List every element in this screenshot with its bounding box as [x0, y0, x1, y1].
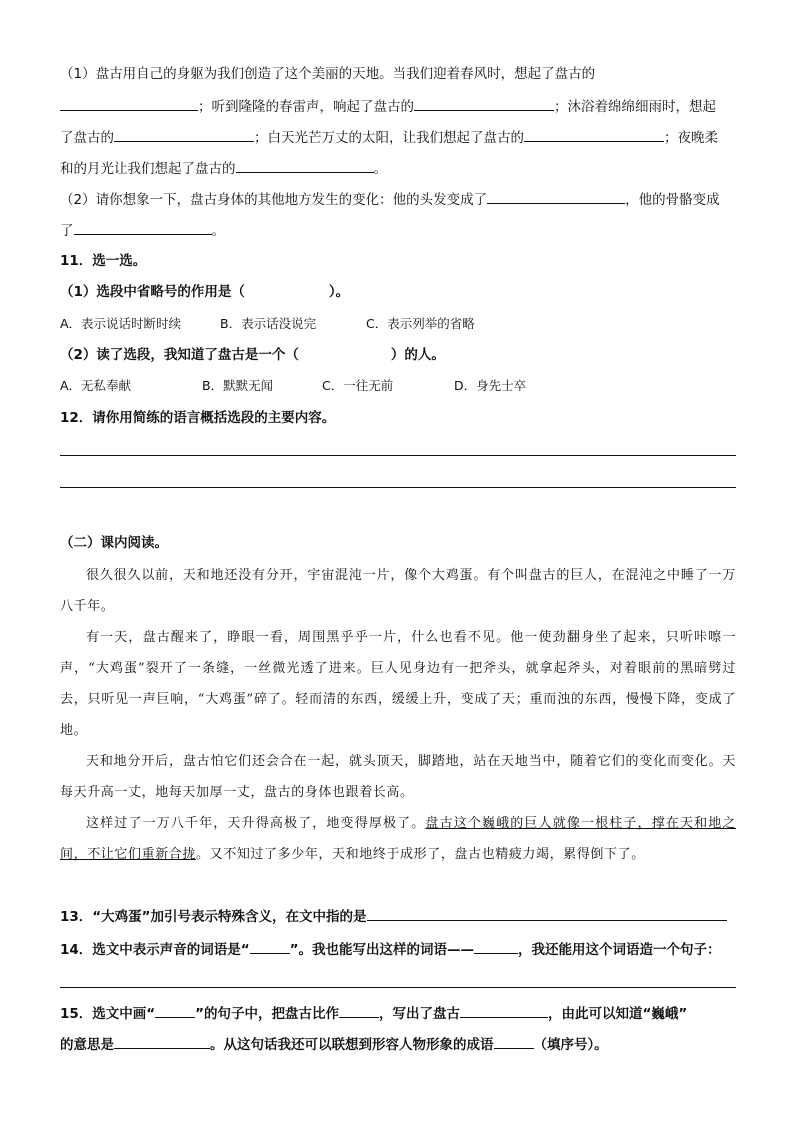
answer-blank[interactable] [414, 96, 554, 111]
underlined-sentence: 盘古这个巍峨的巨人就像一根柱子，撑在天和地之间，不让它们重新合拢 [60, 816, 737, 862]
answer-blank[interactable] [474, 939, 518, 954]
option-b[interactable]: B．默默无闻 [202, 378, 274, 393]
answer-blank[interactable] [236, 158, 374, 173]
q14 [60, 939, 721, 960]
q10-text: ，他的骨骼变成 [625, 192, 720, 208]
q10-text: （1）盘古用自己的身躯为我们创造了这个美丽的天地。当我们迎着春风时，想起了盘古的 [60, 66, 596, 82]
q13 [60, 906, 727, 927]
q15-text: （填序号）。 [533, 1037, 608, 1053]
q14-text: 14．选文中表示声音的词语是“ [60, 942, 250, 958]
answer-line[interactable] [60, 987, 736, 988]
q10-text: ；夜晚柔 [664, 130, 718, 146]
q10-part1-line3 [60, 127, 718, 148]
q10-part1-line2 [60, 96, 716, 117]
q12-title: 12．请你用简练的语言概括选段的主要内容。 [60, 410, 336, 426]
q15-text: ，由此可以知道“巍峨” [548, 1006, 688, 1022]
answer-blank[interactable] [487, 189, 625, 204]
answer-blank[interactable] [114, 1034, 210, 1049]
q11-title: 11．选一选。 [60, 253, 147, 269]
answer-blank[interactable] [250, 939, 290, 954]
answer-line[interactable] [60, 487, 736, 488]
q10-text: 了 [60, 223, 74, 239]
q10-text: ；白天光芒万丈的太阳，让我们想起了盘古的 [254, 130, 524, 146]
q10-text: （2）请你想象一下，盘古身体的其他地方发生的变化：他的头发变成了 [60, 192, 488, 208]
q10-text: 和的月光让我们想起了盘古的 [60, 161, 236, 177]
section2-title: （二）课内阅读。 [60, 535, 168, 551]
option-c[interactable]: C．一往无前 [322, 378, 394, 393]
answer-blank[interactable] [74, 220, 212, 235]
answer-blank[interactable] [60, 96, 198, 111]
q10-text: 。 [373, 161, 387, 177]
q11-sub2 [60, 345, 445, 365]
answer-blank[interactable] [339, 1003, 379, 1018]
option-a[interactable]: A．无私奉献 [60, 378, 132, 393]
q15-line2 [60, 1034, 608, 1055]
q11-sub2-text: （2）读了选段，我知道了盘古是一个（ [60, 347, 299, 363]
passage-text: 。又不知过了多少年，天和地终于成形了，盘古也精疲力竭，累得倒下了。 [196, 847, 645, 862]
q14-text: ”。我也能写出这样的词语—— [289, 942, 475, 958]
q15-text: ，写出了盘古 [379, 1006, 461, 1022]
q11-sub2-options [60, 376, 526, 396]
q15-text: 的意思是 [60, 1037, 114, 1053]
q10-text: 了盘古的 [60, 130, 114, 146]
passage-paragraph: 有一天，盘古醒来了，睁眼一看，周围黑乎乎一片，什么也看不见。他一使劲翻身坐了起来，只听咔嚓一声，“大鸡蛋”裂开了一条缝，一丝微光透了进来。巨人见身边有一把斧头，就拿起斧头，对着眼前的黑暗劈过去，只听见一声巨响，“大鸡蛋”碎了。轻而清的东西，缓缓上升，变成了天；重而浊的东西，慢慢下降，变成了地。 [60, 630, 736, 738]
q15-text: ”的句子中，把盘古比作 [195, 1006, 340, 1022]
answer-blank[interactable] [494, 1034, 534, 1049]
q10-part1-line4 [60, 158, 387, 179]
q10-part1-line1 [60, 64, 595, 84]
option-b[interactable]: B．表示话没说完 [220, 316, 317, 331]
passage-paragraph [60, 808, 736, 870]
passage-paragraph: 天和地分开后，盘古怕它们还会合在一起，就头顶天，脚踏地，站在天地当中，随着它们的变化而变化。天每天升高一丈，地每天加厚一丈，盘古的身体也跟着长高。 [60, 754, 736, 800]
q15-text: 15．选文中画“ [60, 1006, 156, 1022]
q11-sub2-text: ）的人。 [390, 347, 445, 363]
answer-blank[interactable] [460, 1003, 548, 1018]
answer-blank[interactable] [155, 1003, 195, 1018]
q11-sub1-text: ）。 [328, 284, 350, 300]
option-a[interactable]: A．表示说话时断时续 [60, 316, 182, 331]
q10-part2-line2 [60, 220, 225, 241]
q14-text: ，我还能用这个词语造一个句子： [518, 942, 721, 958]
passage-paragraph: 很久很久以前，天和地还没有分开，宇宙混沌一片，像个大鸡蛋。有个叫盘古的巨人，在混沌之中睡了一万八千年。 [60, 568, 736, 614]
q10-text: 。 [211, 223, 225, 239]
q10-text: ；沐浴着绵绵细雨时，想起 [554, 99, 716, 115]
option-d[interactable]: D．身先士卒 [454, 378, 527, 393]
q11-sub1-text: （1）选段中省略号的作用是（ [60, 284, 245, 300]
passage-text: 这样过了一万八千年，天升得高极了，地变得厚极了。 [86, 816, 426, 831]
q10-part2-line1 [60, 189, 720, 210]
q11-sub1-options [60, 314, 475, 334]
answer-blank[interactable] [524, 127, 664, 142]
answer-blank[interactable] [114, 127, 254, 142]
reading-passage [60, 560, 736, 870]
q15-text: 。从这句话我还可以联想到形容人物形象的成语 [210, 1037, 494, 1053]
q15-line1 [60, 1003, 687, 1024]
answer-blank[interactable] [367, 906, 727, 921]
q10-text: ；听到隆隆的春雷声，响起了盘古的 [198, 99, 414, 115]
q11-sub1 [60, 282, 349, 302]
answer-line[interactable] [60, 455, 736, 456]
option-c[interactable]: C．表示列举的省略 [366, 316, 475, 331]
q13-text: 13．“大鸡蛋”加引号表示特殊含义，在文中指的是 [60, 909, 367, 925]
